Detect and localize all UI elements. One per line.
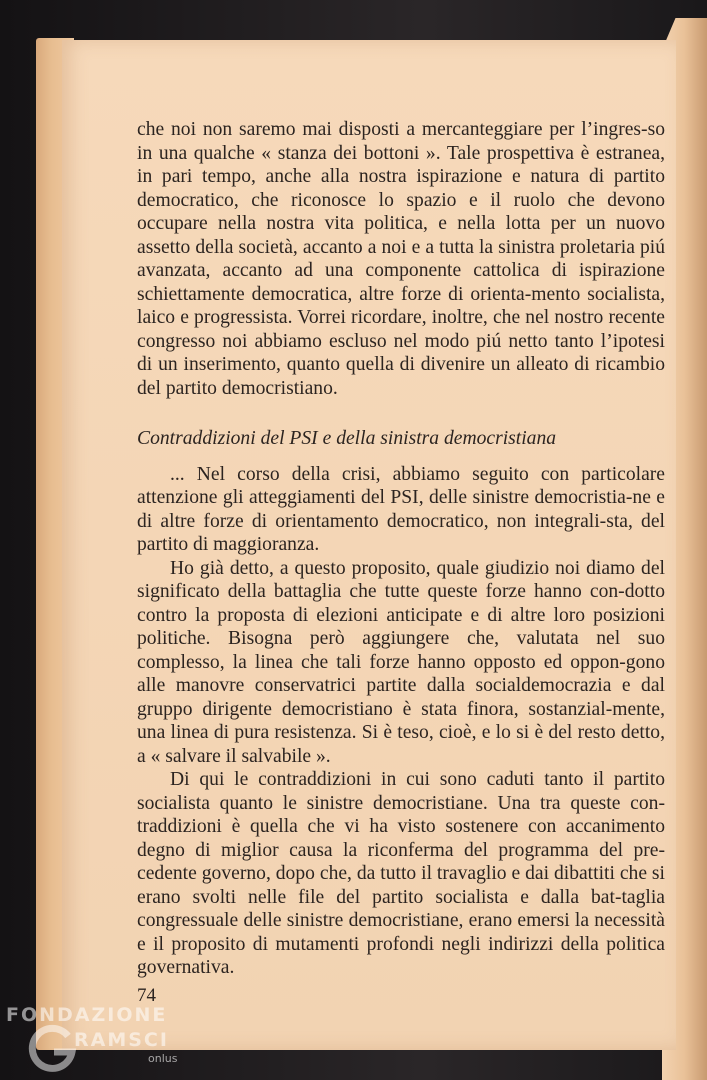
paragraph-continued: che noi non saremo mai disposti a mercanteggiare per l’ingres-so in una qualche « stanza dei bottoni ». Tale prospettiva è estranea, in pari tempo, anche alla nostra ispirazione e natura di partito democratico, che riconosce lo spazio e il ruolo che devono occupare nella nostra vita politica, e nella lotta per un nuovo assetto della società, accanto a noi e a tutta la sinistra proletaria piú avanzata, accanto ad una componente cattolica di ispirazione schiettamente democratica, altre forze di orienta-mento socialista, laico e progressista. Vorrei ricordare, inoltre, che nel nostro recente congresso noi abbiamo escluso nel modo piú netto tanto l’ipotesi di un inserimento, quanto quella di divenire un alleato di ricambio del partito democristiano. bbox=[137, 119, 665, 399]
section-heading: Contraddizioni del PSI e della sinistra democristiana bbox=[137, 428, 557, 449]
watermark-onlus: onlus bbox=[148, 1052, 178, 1065]
paragraph-2: Ho già detto, a questo proposito, quale giudizio noi diamo del significato della battaglia che tutte queste forze hanno con-dotto contro la proposta di elezioni anticipate e di altre loro posizioni politiche. Bisogna però aggiungere che, valutata nel suo complesso, la linea che tali forze hanno opposto ed oppon-gono alle manovre conservatrici partite dalla socialdemocrazia e dal gruppo dirigente democristiano è stata finora, sostanzial-mente, una linea di pura resistenza. Si è teso, cioè, e lo si è del resto detto, a « salvare il salvabile ». bbox=[137, 557, 665, 767]
page-number: 74 bbox=[137, 985, 156, 1006]
paragraph-1: ... Nel corso della crisi, abbiamo seguito con particolare attenzione gli atteggiamenti del PSI, delle sinistre democristia-ne e di altre forze di orientamento democratico, non integrali-sta, del partito di maggioranza. bbox=[137, 463, 665, 555]
watermark-line2: RAMSCI bbox=[74, 1029, 169, 1051]
watermark-line1: FONDAZIONE bbox=[6, 1004, 168, 1026]
paragraph-3: Di qui le contraddizioni in cui sono caduti tanto il partito socialista quanto le sinistre democristiane. Una tra queste con-traddizioni è quella che vi ha visto sostenere con accanimento degno di miglior causa la riconferma del programma del pre-cedente governo, dopo che, da tutto il travaglio e dai dibattiti che si erano svolti nelle file del partito socialista e dalla bat-taglia congressuale delle sinistre democristiane, erano emersi la necessità e il proposito di mutamenti profondi negli indirizzi della politica governativa. bbox=[137, 769, 665, 978]
page-body bbox=[137, 118, 665, 980]
